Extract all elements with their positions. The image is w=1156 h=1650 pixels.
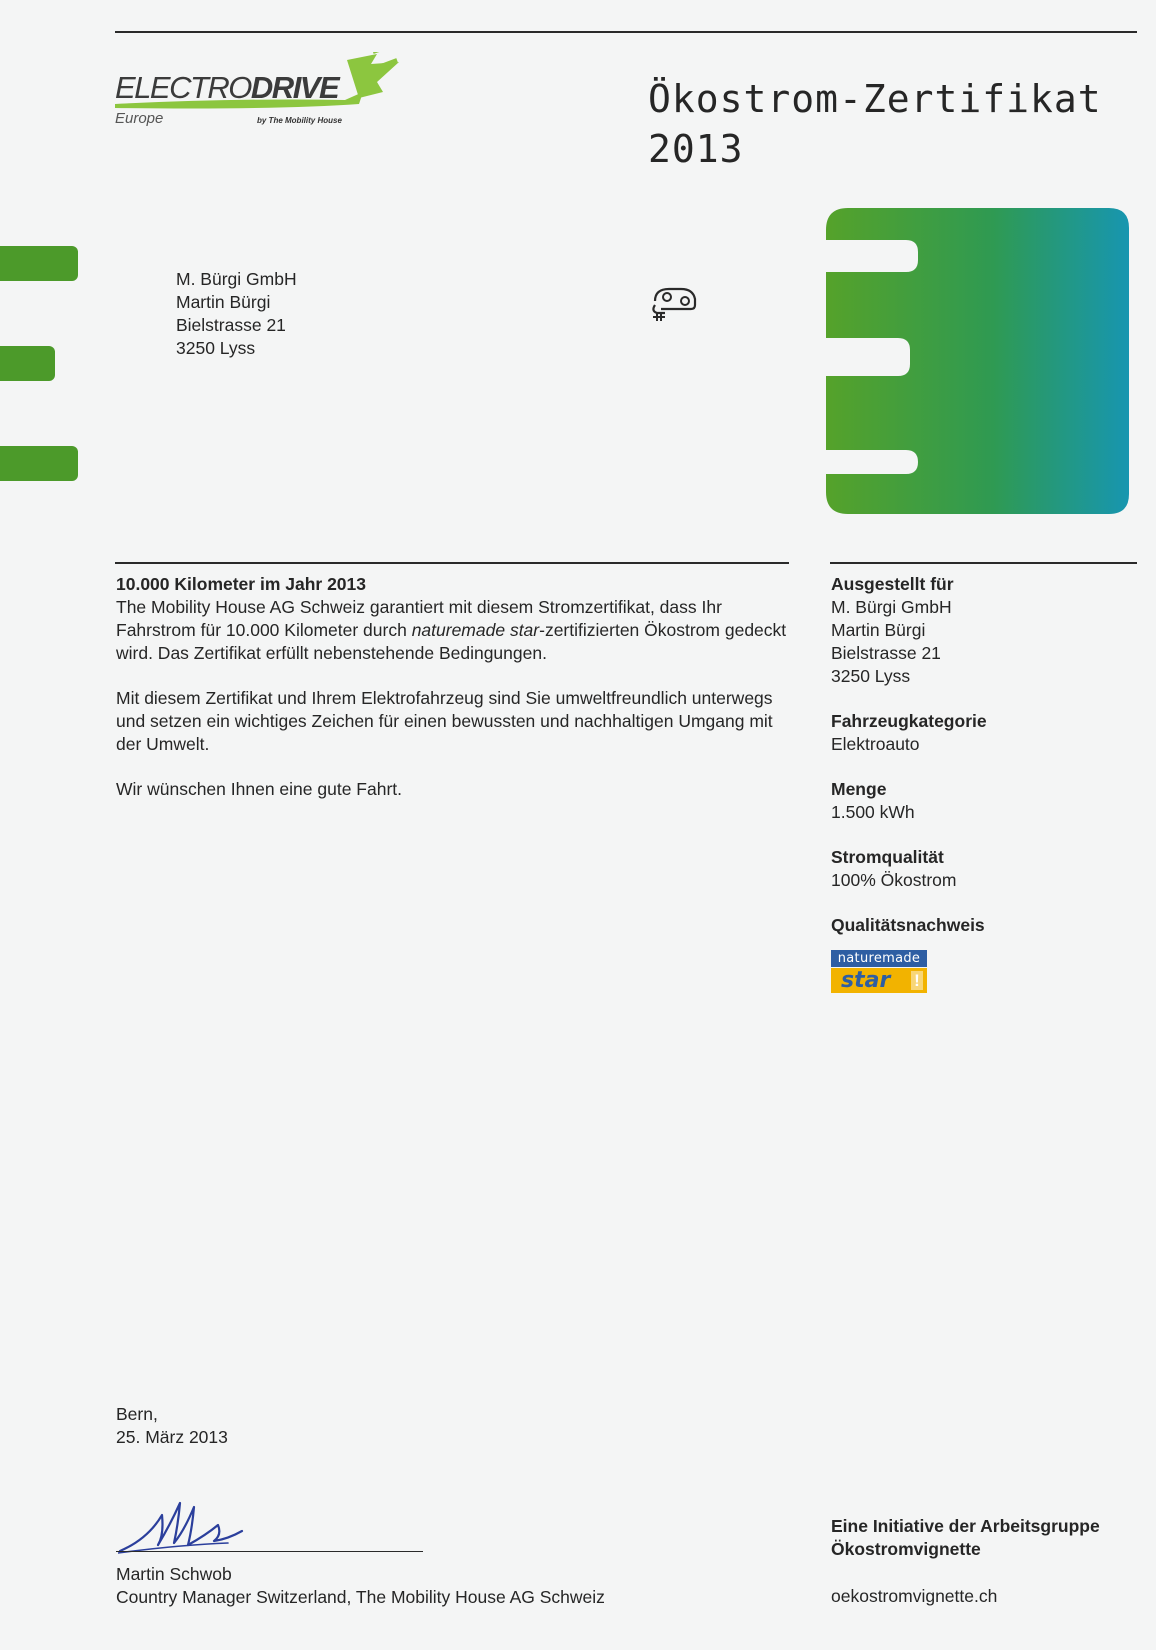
badge-exclamation-icon: ! <box>911 971 923 990</box>
place: Bern, <box>116 1404 158 1424</box>
body-paragraph-2: Mit diesem Zertifikat und Ihrem Elektrofahrzeug sind Sie umweltfreundlich unterwegs und setzen ein wichtiges Zeichen für einen bewussten und nachhaltigen Umgang mit der Umwelt. <box>116 688 773 754</box>
address-city: 3250 Lyss <box>176 338 256 358</box>
certificate-year: 2013 <box>648 127 744 171</box>
signer-name: Martin Schwob <box>116 1564 232 1584</box>
issued-for-company: M. Bürgi GmbH <box>831 597 952 617</box>
amount-label: Menge <box>831 779 887 799</box>
handwritten-signature <box>118 1495 258 1555</box>
vehicle-value: Elektroauto <box>831 734 920 754</box>
signer-title: Country Manager Switzerland, The Mobility House AG Schweiz <box>116 1587 605 1607</box>
certificate-body <box>116 573 796 823</box>
body-paragraph-3: Wir wünschen Ihnen eine gute Fahrt. <box>116 779 402 799</box>
certificate-details <box>831 573 1131 959</box>
electrodrive-logo <box>115 52 405 132</box>
proof-label: Qualitätsnachweis <box>831 915 985 935</box>
logo-wordmark: ELECTRODRIVE <box>115 70 339 105</box>
badge-star-text: star <box>831 968 927 993</box>
issued-for-street: Bielstrasse 21 <box>831 643 941 663</box>
issued-for-label: Ausgestellt für <box>831 574 954 594</box>
naturemade-star-badge <box>831 950 927 993</box>
initiative-line-1: Eine Initiative der Arbeitsgruppe <box>831 1516 1100 1536</box>
place-and-date <box>116 1403 228 1449</box>
vehicle-group <box>831 710 1131 756</box>
initiative-note <box>831 1515 1100 1561</box>
signature-line <box>116 1551 423 1552</box>
website-link[interactable]: oekostromvignette.ch <box>831 1586 998 1606</box>
address-name: Martin Bürgi <box>176 292 271 312</box>
badge-naturemade-text: naturemade <box>831 950 927 967</box>
quality-label: Stromqualität <box>831 847 944 867</box>
left-green-bars <box>0 246 80 482</box>
date: 25. März 2013 <box>116 1427 228 1447</box>
issued-for-name: Martin Bürgi <box>831 620 926 640</box>
body-paragraph-1: The Mobility House AG Schweiz garantiert mit diesem Stromzertifikat, dass Ihr Fahrstrom für 10.000 Kilometer durch naturemade star-zertifizierten Ökostrom gedeckt wird. Das Zertifikat erfüllt nebenstehende Bedingungen. <box>116 597 787 663</box>
certificate-title <box>648 74 1102 174</box>
amount-value: 1.500 kWh <box>831 802 915 822</box>
electric-car-icon <box>651 283 699 325</box>
details-rule <box>830 562 1137 564</box>
issued-for-city: 3250 Lyss <box>831 666 911 686</box>
body-heading: 10.000 Kilometer im Jahr 2013 <box>116 574 367 594</box>
body-rule <box>115 562 789 564</box>
amount-group <box>831 778 1131 824</box>
logo-region: Europe <box>115 110 164 127</box>
plug-graphic <box>826 208 1129 514</box>
top-rule <box>115 31 1137 33</box>
initiative-line-2: Ökostromvignette <box>831 1539 981 1559</box>
quality-group <box>831 846 1131 892</box>
vehicle-label: Fahrzeugkategorie <box>831 711 987 731</box>
address-street: Bielstrasse 21 <box>176 315 286 335</box>
certificate-title-text: Ökostrom-Zertifikat <box>648 77 1102 121</box>
quality-value: 100% Ökostrom <box>831 870 957 890</box>
recipient-address <box>176 268 297 360</box>
address-company: M. Bürgi GmbH <box>176 269 297 289</box>
proof-group <box>831 914 1131 937</box>
issued-for-group <box>831 573 1131 688</box>
logo-byline: by The Mobility House <box>257 116 342 125</box>
signer-block <box>116 1563 605 1609</box>
